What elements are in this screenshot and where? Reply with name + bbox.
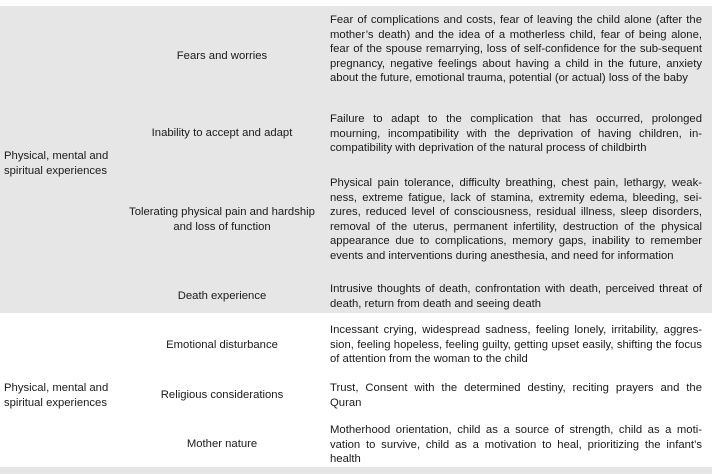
description-text: Incessant crying, widespread sadness, feeling lonely, irritability, aggres-sion, feeling hopeless, feeling guilty, getting upset easily, shifting the focus of attention from the woman to the child bbox=[330, 324, 702, 366]
description-text: Physical pain tolerance, difficulty breathing, chest pain, lethargy, weak-ness, extreme fatigue, lack of stamina, extremity edema, bleeding, sei-zures, reduced level of consciousness, residual illness, sleep disorders, removal of the uterus, permanent infertility, destruction of the physical appearance due to complications, memory gaps, inability to remember events and interventions during anesthesia, and need for information bbox=[330, 177, 702, 262]
description-text: Motherhood orientation, child as a source of strength, child as a moti-vation to survive, child as a motivation to heal, prioritizing the infant’s health bbox=[330, 424, 702, 466]
subtheme-label: Inability to accept and adapt bbox=[151, 127, 293, 139]
description-text: Intrusive thoughts of death, confrontation with death, perceived threat of death, return from death and seeing death bbox=[330, 283, 702, 310]
table-bottom-band bbox=[0, 467, 712, 474]
description-text: Failure to adapt to the complication that has occurred, prolonged mourning, incompatibility with the deprivation of having children, in-compatibility with deprivation of the natural process of childbirth bbox=[330, 113, 702, 155]
description-text: Trust, Consent with the determined destiny, reciting prayers and the Quran bbox=[330, 382, 702, 409]
subtheme-label: Fears and worries bbox=[176, 50, 268, 62]
description-text: Fear of complications and costs, fear of leaving the child alone (after the mother’s death) and the idea of a motherless child, fear of being alone, fear of the spouse remarrying, loss of self-confidence for the sub-sequent pregnancy, negative feelings about having a child in the future, anxiety about the future, emotional trauma, potential (or actual) loss of the baby bbox=[330, 14, 702, 85]
theme-label: Physical, mental and spiritual experiences bbox=[4, 382, 109, 409]
theme-label: Physical, mental and spiritual experiences bbox=[4, 150, 109, 177]
subtheme-label: Tolerating physical pain and hardship and loss of function bbox=[129, 206, 315, 233]
subtheme-label: Death experience bbox=[177, 290, 267, 302]
subtheme-label: Emotional disturbance bbox=[166, 339, 278, 351]
subtheme-label: Religious considerations bbox=[160, 389, 284, 401]
subtheme-label: Mother nature bbox=[186, 438, 258, 450]
